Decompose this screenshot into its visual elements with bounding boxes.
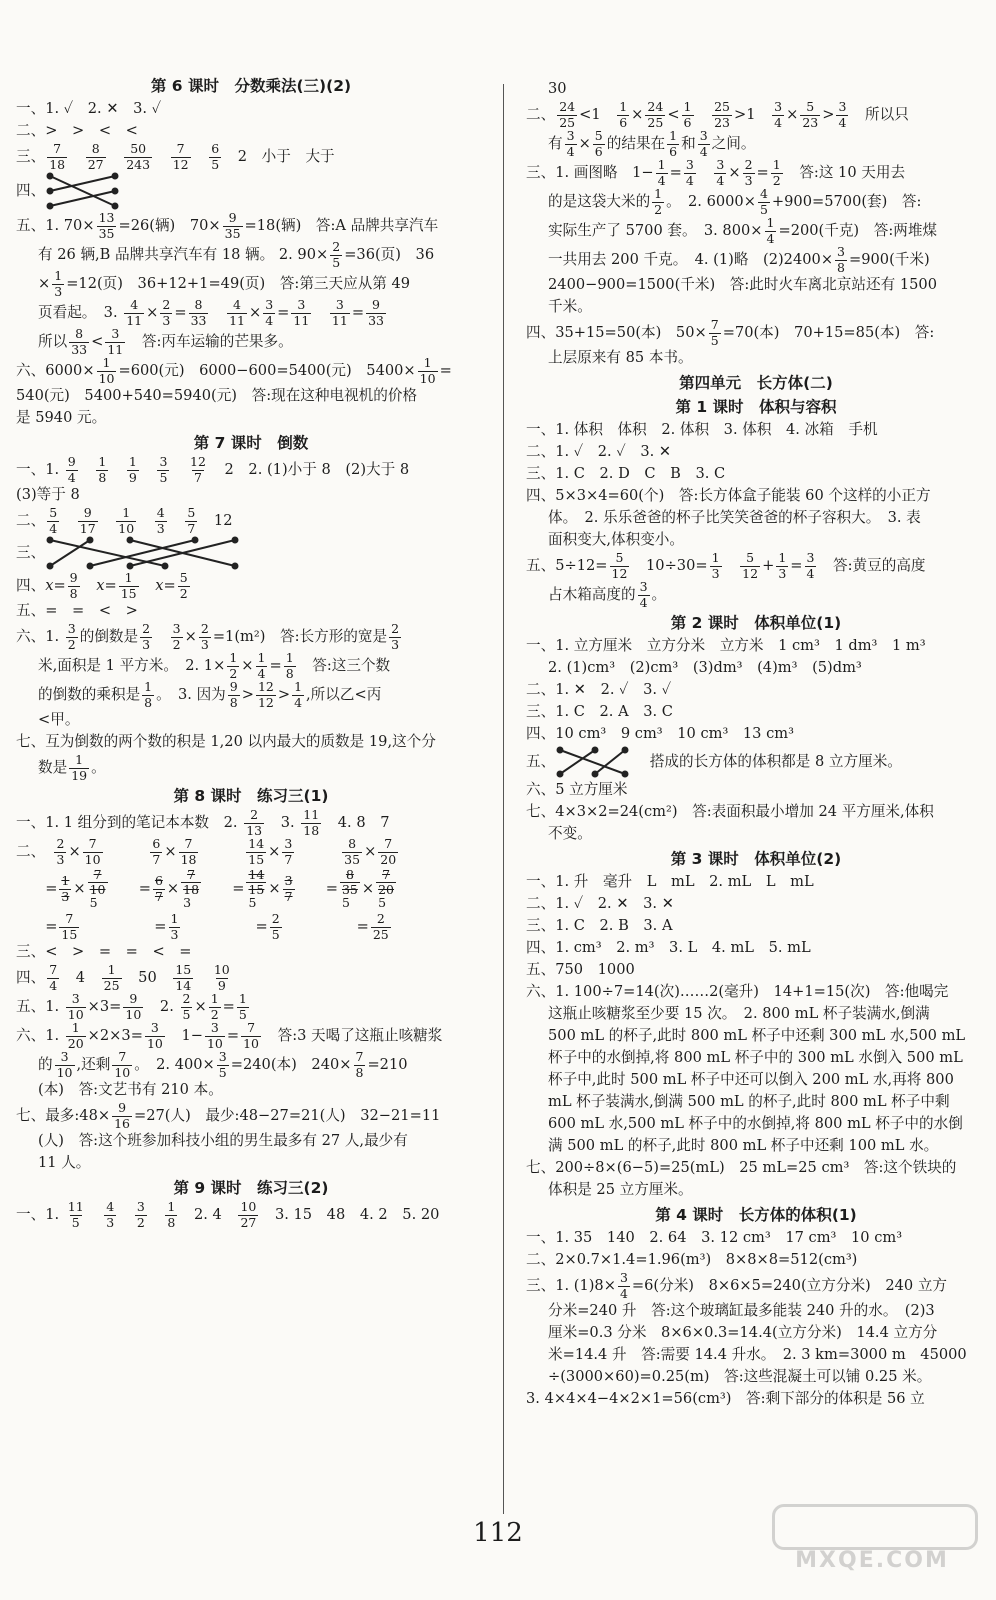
answer-line: 一、1. 升 毫升 L mL 2. mL L mL bbox=[526, 873, 814, 890]
answer-line: (3)等于 8 bbox=[16, 486, 80, 503]
answer-line: <甲。 bbox=[38, 711, 80, 728]
answer-line: 面积变大,体积变小。 bbox=[548, 531, 684, 548]
answer-line: 六、6000× $\frac{1}{10}$ =600(元) 6000−600=5400(元) 5400× $\frac{1}{10}$ = bbox=[16, 355, 452, 386]
answer-line: 一、1. $\frac{9}{4}$ $\frac{1}{8}$ $\frac{1}{9}$ $\frac{3}{5}$ $\frac{12}{7}$ 2 2. (1)小于 8 (2)大于 8 bbox=[16, 454, 410, 485]
answer-line: = $\frac{1}{3}$ × 7 10 5 = $\frac{6}{7}$ × 7 18 3 = 14 15 5 × $\frac{3}{7}$ = 8 35 5 × 7 20 5 bbox=[16, 866, 395, 910]
matching-lines-diagram bbox=[555, 745, 635, 779]
answer-line: 三、< > = = < = bbox=[16, 943, 192, 960]
watermark-logo bbox=[772, 1504, 972, 1574]
watermark-text: MXQE.COM bbox=[795, 1548, 949, 1573]
section-heading-c3: 第 3 课时 体积单位(2) bbox=[670, 850, 842, 868]
answer-line: 所以 $\frac{8}{33}$ < $\frac{3}{11}$ 答:丙车运输的芒果多。 bbox=[38, 326, 293, 357]
unit-heading: 第四单元 长方体(二) bbox=[679, 374, 833, 392]
section-heading-c4: 第 4 课时 长方体的体积(1) bbox=[655, 1206, 857, 1224]
answer-line: 540(元) 5400+540=5940(元) 答:现在这种电视机的价格 bbox=[16, 387, 418, 404]
answer-line: ÷(3000×60)=0.25(m) 答:这些混凝土可以铺 0.25 米。 bbox=[548, 1368, 932, 1385]
page-number: 112 bbox=[473, 1518, 523, 1548]
answer-line: 500 mL 的杯子,此时 800 mL 杯子中还剩 300 mL 水,500 mL bbox=[548, 1027, 966, 1044]
answer-line: (人) 答:这个班参加科技小组的男生最多有 27 人,最少有 bbox=[38, 1132, 408, 1149]
answer-line: 分米=240 升 答:这个玻璃缸最多能装 240 升的水。 (2)3 bbox=[548, 1302, 935, 1319]
answer-line: 是 5940 元。 bbox=[16, 409, 107, 426]
answer-line: 一、1. $\frac{11}{5}$ $\frac{4}{3}$ $\frac{3}{2}$ $\frac{1}{8}$ 2. 4 $\frac{10}{27}$ 3. 15 48 4. 2 5. 20 bbox=[16, 1199, 440, 1230]
section-heading-lesson6: 第 6 课时 分数乘法(三)(2) bbox=[150, 77, 352, 95]
answer-line: 六、5 立方厘米 bbox=[526, 781, 628, 798]
answer-line: 四、 $\frac{7}{4}$ 4 $\frac{1}{25}$ 50 $\frac{15}{14}$ $\frac{10}{9}$ bbox=[16, 962, 230, 993]
section-heading-lesson7: 第 7 课时 倒数 bbox=[193, 434, 309, 452]
answer-line: 30 bbox=[548, 80, 567, 97]
answer-line: 二、 $\frac{5}{4}$ $\frac{9}{17}$ $\frac{1}{10}$ $\frac{4}{3}$ $\frac{5}{7}$ 12 bbox=[16, 505, 233, 536]
answer-line: = $\frac{7}{15}$ = $\frac{1}{3}$ = $\frac{2}{5}$ = $\frac{2}{25}$ bbox=[16, 911, 389, 942]
section-heading-c1: 第 1 课时 体积与容积 bbox=[675, 398, 837, 416]
answer-line: 五、= = < > bbox=[16, 602, 138, 619]
answer-line: 四、5×3×4=60(个) 答:长方体盒子能装 60 个这样的小正方 bbox=[526, 487, 931, 504]
answer-line: 六、1. $\frac{1}{20}$ ×2×3= $\frac{3}{10}$ 1− $\frac{3}{10}$ = $\frac{7}{10}$ 答:3 天喝了这瓶止咳糖浆 bbox=[16, 1020, 443, 1051]
matching-lines-diagram bbox=[45, 171, 125, 211]
answer-line: (本) 答:文艺书有 210 本。 bbox=[38, 1081, 223, 1098]
section-heading-lesson9: 第 9 课时 练习三(2) bbox=[173, 1179, 329, 1197]
answer-line: 一、1. ✓ 2. ✕ 3. ✓ bbox=[16, 100, 162, 117]
answer-line: 千米。 bbox=[548, 298, 592, 315]
answer-line: 二、 $\frac{2}{3}$ × $\frac{7}{10}$ $\frac{6}{7}$ × $\frac{7}{18}$ $\frac{14}{15}$ × $\frac{3}{7}$ $\frac{8}{35}$ × $\frac{7}{20}$ bbox=[16, 836, 397, 867]
section-heading-c2: 第 2 课时 体积单位(1) bbox=[670, 614, 842, 632]
answer-line: 二、 $\frac{24}{25}$ <1 $\frac{1}{6}$ × $\frac{24}{25}$ < $\frac{1}{6}$ $\frac{25}{23}$ >1 $\frac{3}{4}$ × $\frac{5}{23}$ > $\frac{3}{4}$ 所以只 bbox=[526, 99, 909, 130]
column-divider bbox=[503, 84, 504, 1514]
answer-line: 五、750 1000 bbox=[526, 961, 635, 978]
answer-line: 二、1. ✓ 2. ✕ 3. ✕ bbox=[526, 895, 674, 912]
answer-line: 二、1. ✕ 2. ✓ 3. ✓ bbox=[526, 681, 672, 698]
answer-line: 一、1. 35 140 2. 64 3. 12 cm³ 17 cm³ 10 cm³ bbox=[526, 1229, 903, 1246]
answer-line: 占木箱高度的 $\frac{3}{4}$ 。 bbox=[548, 579, 667, 610]
answer-line: 2400−900=1500(千米) 答:此时火车离北京站还有 1500 bbox=[548, 276, 937, 293]
left-column bbox=[16, 72, 486, 1229]
answer-line: 杯子中的水倒掉,将 800 mL 杯子中的 300 mL 水倒入 500 mL bbox=[548, 1049, 963, 1066]
answer-line: 的是这袋大米的 $\frac{1}{2}$ 。 2. 6000× $\frac{4}{5}$ +900=5700(套) 答: bbox=[548, 186, 922, 217]
answer-line: 上层原来有 85 本书。 bbox=[548, 349, 693, 366]
answer-line: 米,面积是 1 平方米。 2. 1× $\frac{1}{2}$ × $\frac{1}{4}$ = $\frac{1}{8}$ 答:这三个数 bbox=[38, 650, 391, 681]
answer-line: 600 mL 水,500 mL 杯子中的水倒掉,将 800 mL 杯子中的水倒 bbox=[548, 1115, 963, 1132]
answer-line: 一、1. 立方厘米 立方分米 立方米 1 cm³ 1 dm³ 1 m³ bbox=[526, 637, 926, 654]
answer-line: 七、互为倒数的两个数的积是 1,20 以内最大的质数是 19,这个分 bbox=[16, 733, 436, 750]
answer-line: 页看起。 3. $\frac{4}{11}$ × $\frac{2}{3}$ = $\frac{8}{33}$ $\frac{4}{11}$ × $\frac{3}{4}$ = $\frac{3}{11}$ $\frac{3}{11}$ = $\frac{9}{33}$ bbox=[38, 297, 384, 328]
answer-line: 一共用去 200 千克。 4. (1)略 (2)2400× $\frac{3}{8}$ =900(千米) bbox=[548, 244, 930, 275]
answer-line: 有 26 辆,B 品牌共享汽车有 18 辆。 2. 90× $\frac{2}{5}$ =36(页) 36 bbox=[38, 239, 435, 270]
answer-line: × $\frac{1}{3}$ =12(页) 36+12+1=49(页) 答:第三天应从第 49 bbox=[38, 268, 411, 299]
matching-answer: 五、 搭成的长方体的体积都是 8 立方厘米。 bbox=[526, 745, 986, 779]
answer-line: 三、 $\frac{7}{18}$ $\frac{8}{27}$ $\frac{50}{243}$ $\frac{7}{12}$ $\frac{6}{5}$ 2 小于 大于 bbox=[16, 141, 335, 172]
answer-line: 七、最多:48× $\frac{9}{16}$ =27(人) 最少:48−27=21(人) 32−21=11 bbox=[16, 1100, 441, 1131]
answer-line: 三、1. C 2. D C B 3. C bbox=[526, 465, 726, 482]
answer-line: 不变。 bbox=[548, 825, 592, 842]
answer-line: 二、1. ✓ 2. ✓ 3. ✕ bbox=[526, 443, 672, 460]
answer-line: 实际生产了 5700 套。 3. 800× $\frac{1}{4}$ =200(千克) 答:两堆煤 bbox=[548, 215, 938, 246]
answer-line: 五、1. $\frac{3}{10}$ ×3= $\frac{9}{10}$ 2. $\frac{2}{5}$ × $\frac{1}{2}$ = $\frac{1}{5}$ bbox=[16, 991, 247, 1022]
answer-line: 一、1. 1 组分到的笔记本本数 2. $\frac{2}{13}$ 3. $\frac{11}{18}$ 4. 8 7 bbox=[16, 807, 390, 838]
answer-line: 有 $\frac{3}{4}$ × $\frac{5}{6}$ 的结果在 $\frac{1}{6}$ 和 $\frac{3}{4}$ 之间。 bbox=[548, 128, 756, 159]
answer-line: 七、4×3×2=24(cm²) 答:表面积最小增加 24 平方厘米,体积 bbox=[526, 803, 934, 820]
section-heading-lesson8: 第 8 课时 练习三(1) bbox=[173, 787, 329, 805]
answer-line: 四、10 cm³ 9 cm³ 10 cm³ 13 cm³ bbox=[526, 725, 794, 742]
answer-line: 满 500 mL 的杯子,此时 800 mL 杯子中还剩 100 mL 水。 bbox=[548, 1137, 939, 1154]
answer-line: 六、1. $\frac{3}{2}$ 的倒数是 $\frac{2}{3}$ $\frac{3}{2}$ × $\frac{2}{3}$ =1(m²) 答:长方形的宽是 $\frac{2}{3}$ bbox=[16, 621, 400, 652]
answer-line: 2. (1)cm³ (2)cm³ (3)dm³ (4)m³ (5)dm³ bbox=[548, 659, 862, 676]
answer-line: mL 杯子装满水,倒满 500 mL 的杯子,此时 800 mL 杯子中剩 bbox=[548, 1093, 950, 1110]
answer-line: 四、35+15=50(本) 50× $\frac{7}{5}$ =70(本) 70+15=85(本) 答: bbox=[526, 317, 935, 348]
answer-line: 体。 2. 乐乐爸爸的杯子比笑笑爸爸的杯子容积大。 3. 表 bbox=[548, 509, 921, 526]
answer-line: 杯子中,此时 500 mL 杯子中还可以倒入 200 mL 水,再将 800 bbox=[548, 1071, 954, 1088]
answer-line: 二、> > < < bbox=[16, 122, 138, 139]
answer-line: 五、1. 70× $\frac{13}{35}$ =26(辆) 70× $\frac{9}{35}$ =18(辆) 答:A 品牌共享汽车 bbox=[16, 210, 439, 241]
answer-line: 四、x= $\frac{9}{8}$ x= $\frac{1}{15}$ x= $\frac{5}{2}$ bbox=[16, 570, 188, 601]
answer-line: 七、200÷8×(6−5)=25(mL) 25 mL=25 cm³ 答:这个铁块的 bbox=[526, 1159, 957, 1176]
matching-answer: 四、 bbox=[16, 171, 486, 211]
answer-line: 三、1. 画图略 1− $\frac{1}{4}$ = $\frac{3}{4}$ $\frac{3}{4}$ × $\frac{2}{3}$ = $\frac{1}{2}$ 答:这 10 天用去 bbox=[526, 157, 906, 188]
matching-lines-diagram bbox=[45, 535, 245, 571]
answer-line: 米=14.4 升 答:需要 14.4 升水。 2. 3 km=3000 m 45000 bbox=[548, 1346, 967, 1363]
answer-line: 三、1. C 2. A 3. C bbox=[526, 703, 673, 720]
answer-line: 一、1. 体积 体积 2. 体积 3. 体积 4. 冰箱 手机 bbox=[526, 421, 878, 438]
answer-line: 四、1. cm³ 2. m³ 3. L 4. mL 5. mL bbox=[526, 939, 811, 956]
matching-answer: 三、 bbox=[16, 535, 486, 571]
answer-line: 这瓶止咳糖浆至少要 15 次。 2. 800 mL 杯子装满水,倒满 bbox=[548, 1005, 930, 1022]
answer-line: 11 人。 bbox=[38, 1154, 91, 1171]
right-column bbox=[526, 72, 986, 1410]
answer-line: 二、2×0.7×1.4=1.96(m³) 8×8×8=512(cm³) bbox=[526, 1251, 858, 1268]
answer-line: 三、1. (1)8× $\frac{3}{4}$ =6(分米) 8×6×5=240(立方分米) 240 立方 bbox=[526, 1270, 948, 1301]
answer-line: 数是 $\frac{1}{19}$ 。 bbox=[38, 752, 106, 783]
answer-line: 三、1. C 2. B 3. A bbox=[526, 917, 673, 934]
answer-line: 六、1. 100÷7=14(次)……2(毫升) 14+1=15(次) 答:他喝完 bbox=[526, 983, 949, 1000]
answer-line: 3. 4×4×4−4×2×1=56(cm³) 答:剩下部分的体积是 56 立 bbox=[526, 1390, 925, 1407]
answer-line: 五、5÷12= $\frac{5}{12}$ 10÷30= $\frac{1}{3}$ $\frac{5}{12}$ + $\frac{1}{3}$ = $\frac{3}{4}$ 答:黄豆的高度 bbox=[526, 550, 926, 581]
answer-line: 厘米=0.3 分米 8×6×0.3=14.4(立方分米) 14.4 立方分 bbox=[548, 1324, 938, 1341]
answer-line: 的 $\frac{3}{10}$ ,还剩 $\frac{7}{10}$ 。 2. 400× $\frac{3}{5}$ =240(本) 240× $\frac{7}{8}$ =210 bbox=[38, 1049, 408, 1080]
answer-line: 体积是 25 立方厘米。 bbox=[548, 1181, 693, 1198]
answer-line: 的倒数的乘积是 $\frac{1}{8}$ 。 3. 因为 $\frac{9}{8}$ > $\frac{12}{12}$ > $\frac{1}{4}$ ,所以乙<丙 bbox=[38, 679, 382, 710]
